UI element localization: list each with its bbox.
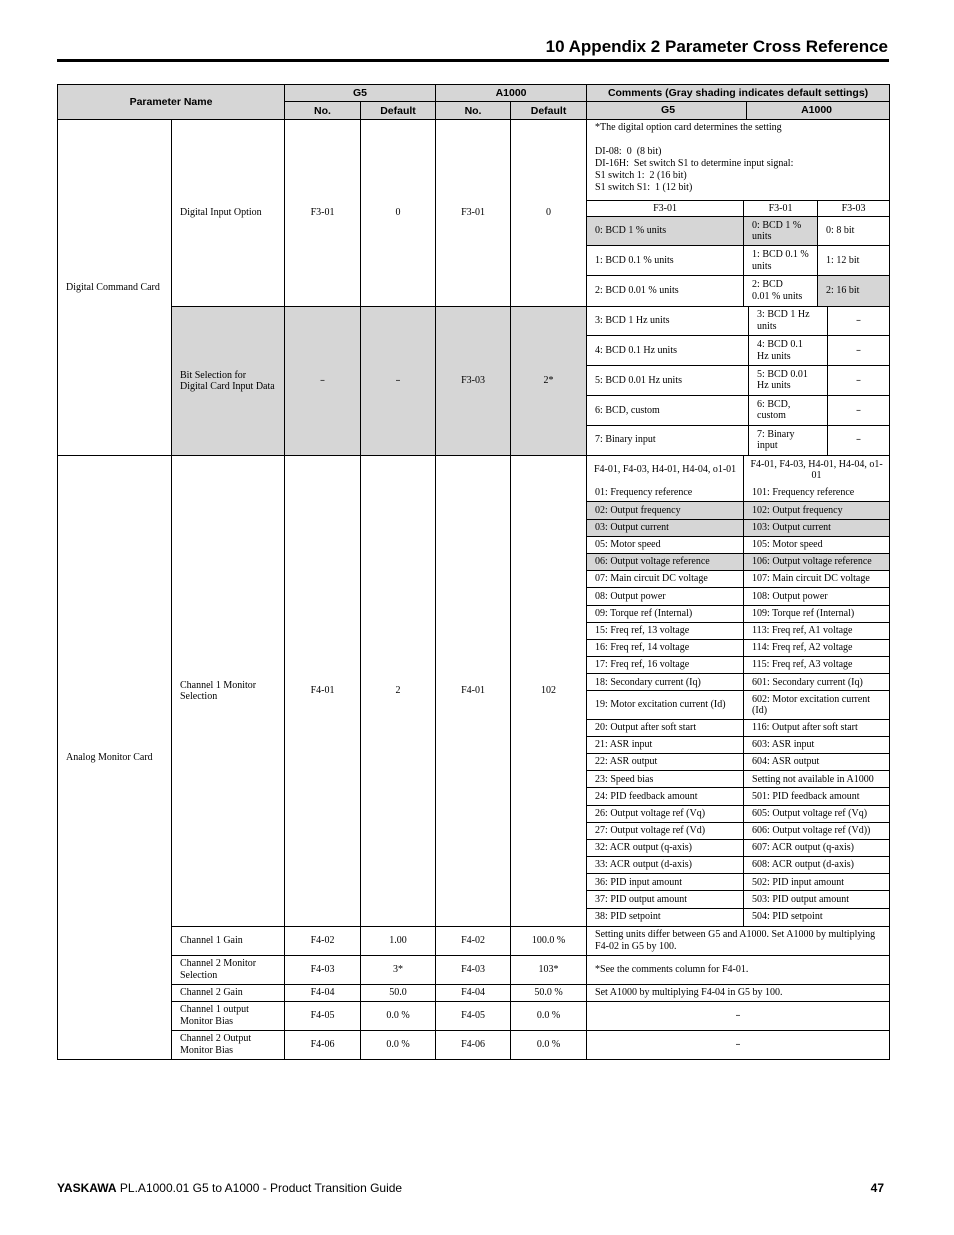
header-comments-g5: G5 [590, 102, 747, 119]
monitor-g5: 32: ACR output (q-axis) [587, 839, 744, 856]
header-a1000-no: No. [436, 102, 511, 120]
opt-a1 [749, 425, 828, 454]
g5-default: 2 [361, 455, 436, 926]
header-g5-no: No. [285, 102, 361, 120]
g5-no: – [285, 306, 361, 455]
param-name-line: Selection [180, 690, 218, 702]
opt-a1 [749, 336, 828, 366]
monitor-list-row [587, 588, 889, 605]
a1000-no: F4-01 [436, 455, 511, 926]
monitor-list-row [587, 639, 889, 656]
monitor-a1000: 108: Output power [744, 588, 890, 605]
g5-default: – [361, 306, 436, 455]
param-name-line: Channel 1 Gain [180, 934, 243, 946]
monitor-list-row [587, 771, 889, 788]
monitor-g5: 16: Freq ref, 14 voltage [587, 639, 744, 656]
opt-a1-line: Hz units [757, 350, 791, 362]
a1000-no: F4-02 [436, 926, 511, 955]
monitor-g5: 38: PID setpoint [587, 908, 744, 925]
monitor-g5: 20: Output after soft start [587, 719, 744, 736]
header-a1000-default: Default [511, 102, 587, 120]
monitor-list-row [587, 908, 889, 925]
monitor-g5: 09: Torque ref (Internal) [587, 605, 744, 622]
monitor-a1000: 107: Main circuit DC voltage [744, 571, 890, 588]
analog-param-row [58, 955, 890, 984]
header-g5: G5 [285, 85, 436, 102]
g5-no: F4-05 [285, 1001, 361, 1030]
header-comments [587, 85, 890, 102]
monitor-g5: 33: ACR output (d-axis) [587, 857, 744, 874]
monitor-list-row [587, 553, 889, 570]
opt-a1-line: 7: Binary [757, 428, 795, 440]
monitor-list-row [587, 674, 889, 691]
opt-a1 [749, 366, 828, 396]
monitor-g5: 21: ASR input [587, 736, 744, 753]
monitor-a1000: 116: Output after soft start [744, 719, 890, 736]
opt-g5: 1: BCD 0.1 % units [587, 246, 744, 276]
monitor-a1000: 502: PID input amount [744, 874, 890, 891]
opt-a1-line: 3: BCD 1 Hz [757, 309, 810, 321]
monitor-list-row [587, 691, 889, 719]
monitor-list-row [587, 788, 889, 805]
opt-a1-line: 1: BCD 0.1 % [752, 249, 809, 260]
opt-g5: 7: Binary input [587, 425, 749, 454]
monitor-a1000: 504: PID setpoint [744, 908, 890, 925]
monitor-list-row [587, 754, 889, 771]
param-name-line: Channel 1 Monitor [180, 679, 257, 691]
monitor-g5: 15: Freq ref, 13 voltage [587, 622, 744, 639]
monitor-list-row [587, 485, 889, 502]
monitor-g5: 22: ASR output [587, 754, 744, 771]
monitor-list-row [587, 822, 889, 839]
a1000-default: 0.0 % [511, 1001, 587, 1030]
monitor-list-row [587, 719, 889, 736]
monitor-g5: 36: PID input amount [587, 874, 744, 891]
opt-a1-line: units [757, 320, 777, 332]
monitor-list-header-g5: F4-01, F4-03, H4-01, H4-04, o1-01 [587, 456, 744, 485]
analog-param-row [58, 1030, 890, 1059]
a1000-default: 50.0 % [511, 984, 587, 1001]
monitor-list-row [587, 571, 889, 588]
monitor-g5: 06: Output voltage reference [587, 553, 744, 570]
monitor-list-row [587, 874, 889, 891]
monitor-list-row [587, 736, 889, 753]
analog-param-row [58, 926, 890, 955]
g5-default: 50.0 [361, 984, 436, 1001]
g5-default: 0.0 % [361, 1001, 436, 1030]
note-line [595, 134, 881, 146]
monitor-a1000: 501: PID feedback amount [744, 788, 890, 805]
header-comments-label: Comments (Gray shading indicates default settings) [607, 87, 869, 99]
comment: Setting units differ between G5 and A1000. Set A1000 by multiplying F4-02 in G5 by 100. [587, 926, 890, 955]
monitor-a1000: 105: Motor speed [744, 536, 890, 553]
g5-no: F3-01 [285, 120, 361, 307]
page-title: 10 Appendix 2 Parameter Cross Reference [545, 37, 888, 56]
g5-no: F4-01 [285, 455, 361, 926]
opt-a3: – [828, 395, 890, 425]
opt-a1-line: custom [757, 410, 786, 422]
sub-header-a1-f303: F3-03 [818, 201, 890, 217]
a1000-no: F4-04 [436, 984, 511, 1001]
a1000-default: 2* [511, 306, 587, 455]
param-name-line: Digital Card Input Data [180, 380, 275, 392]
digital-options-table-bottom [587, 307, 889, 455]
a1000-default: 0.0 % [511, 1030, 587, 1059]
a1000-no: F3-01 [436, 120, 511, 307]
opt-a1-line: 0.01 % units [752, 290, 803, 302]
opt-a1-line: 0: BCD 1 % [752, 219, 802, 231]
a1000-no: F4-05 [436, 1001, 511, 1030]
param-bit-selection [172, 306, 285, 455]
monitor-list-table [587, 456, 889, 926]
opt-a1 [744, 276, 818, 306]
opt-a3: 1: 12 bit [818, 246, 890, 276]
a1000-no: F4-03 [436, 955, 511, 984]
monitor-a1000: 605: Output voltage ref (Vq) [744, 805, 890, 822]
monitor-list-header-a1000: F4-01, F4-03, H4-01, H4-04, o1-01 [744, 456, 890, 485]
monitor-a1000: 601: Secondary current (Iq) [744, 674, 890, 691]
monitor-a1000: 603: ASR input [744, 736, 890, 753]
opt-a1-line: units [752, 231, 772, 242]
monitor-a1000: 101: Frequency reference [744, 485, 890, 502]
monitor-g5: 03: Output current [587, 519, 744, 536]
note-line: S1 switch S1: 1 (12 bit) [595, 182, 693, 193]
monitor-g5: 18: Secondary current (Iq) [587, 674, 744, 691]
monitor-g5: 01: Frequency reference [587, 485, 744, 502]
monitor-list-cell [587, 455, 890, 926]
opt-g5: 0: BCD 1 % units [587, 217, 744, 246]
opt-g5: 5: BCD 0.01 Hz units [587, 366, 749, 396]
opt-a1-line: 4: BCD 0.1 [757, 339, 803, 351]
monitor-list-row [587, 519, 889, 536]
param-name-line: Monitor Bias [180, 1044, 234, 1056]
monitor-list-row [587, 857, 889, 874]
opt-a1-line: units [752, 260, 772, 272]
monitor-g5: 02: Output frequency [587, 502, 744, 519]
header-a1000: A1000 [436, 85, 587, 102]
comment: Set A1000 by multiplying F4-04 in G5 by 100. [587, 984, 890, 1001]
g5-default: 0 [361, 120, 436, 307]
param-name [172, 984, 285, 1001]
monitor-g5: 07: Main circuit DC voltage [587, 571, 744, 588]
monitor-g5: 05: Motor speed [587, 536, 744, 553]
g5-no: F4-03 [285, 955, 361, 984]
comment: – [587, 1001, 890, 1030]
header-rule [57, 59, 889, 62]
monitor-a1000: 106: Output voltage reference [744, 553, 890, 570]
header-comments-a1000: A1000 [747, 102, 887, 119]
monitor-a1000: 103: Output current [744, 519, 890, 536]
param-name-line: Channel 2 Output [180, 1032, 252, 1044]
opt-g5: 3: BCD 1 Hz units [587, 307, 749, 336]
group-analog-monitor-card: Analog Monitor Card [58, 455, 172, 1059]
sub-header-g5: F3-01 [587, 201, 744, 217]
monitor-list-row [587, 805, 889, 822]
g5-default: 3* [361, 955, 436, 984]
g5-no: F4-06 [285, 1030, 361, 1059]
opt-g5: 4: BCD 0.1 Hz units [587, 336, 749, 366]
monitor-list-row [587, 536, 889, 553]
monitor-list-row [587, 839, 889, 856]
sub-header-a1-f301: F3-01 [744, 201, 818, 217]
comment: *See the comments column for F4-01. [587, 955, 890, 984]
monitor-a1000: 608: ACR output (d-axis) [744, 857, 890, 874]
digital-options-cell [587, 306, 890, 455]
opt-a3: – [828, 336, 890, 366]
g5-no: F4-04 [285, 984, 361, 1001]
monitor-a1000: 503: PID output amount [744, 891, 890, 908]
param-name [172, 955, 285, 984]
a1000-default: 102 [511, 455, 587, 926]
monitor-g5: 37: PID output amount [587, 891, 744, 908]
opt-a1-line: input [757, 440, 778, 452]
monitor-g5: 23: Speed bias [587, 771, 744, 788]
analog-param-row [58, 1001, 890, 1030]
param-name [172, 926, 285, 955]
param-channel-1-monitor-selection [172, 455, 285, 926]
digital-comment-cell [587, 120, 890, 307]
monitor-list-row [587, 622, 889, 639]
opt-g5: 2: BCD 0.01 % units [587, 276, 744, 306]
note-line: *The digital option card determines the setting [595, 122, 782, 133]
a1000-default: 0 [511, 120, 587, 307]
opt-a3: 2: 16 bit [818, 276, 890, 306]
analog-param-row [58, 984, 890, 1001]
opt-a1 [744, 246, 818, 276]
param-name-line: Monitor Bias [180, 1015, 234, 1027]
opt-a1 [744, 217, 818, 246]
monitor-a1000: 115: Freq ref, A3 voltage [744, 657, 890, 674]
opt-a3: – [828, 425, 890, 454]
footer-brand: YASKAWA [57, 1181, 117, 1195]
monitor-a1000: Setting not available in A1000 [744, 771, 890, 788]
monitor-a1000: 604: ASR output [744, 754, 890, 771]
opt-g5: 6: BCD, custom [587, 395, 749, 425]
param-name-line: Selection [180, 969, 218, 981]
opt-a1-line: 2: BCD [752, 279, 783, 291]
opt-a1 [749, 395, 828, 425]
parameter-table [57, 84, 890, 1060]
comment: – [587, 1030, 890, 1059]
digital-note [587, 120, 889, 200]
param-name [172, 1030, 285, 1059]
param-name-line: Bit Selection for [180, 369, 247, 381]
opt-a3: – [828, 307, 890, 336]
param-name-line: Channel 1 output [180, 1003, 249, 1015]
monitor-a1000: 606: Output voltage ref (Vd)) [744, 822, 890, 839]
monitor-a1000: 114: Freq ref, A2 voltage [744, 639, 890, 656]
g5-default: 1.00 [361, 926, 436, 955]
param-name [172, 1001, 285, 1030]
monitor-g5: 24: PID feedback amount [587, 788, 744, 805]
g5-no: F4-02 [285, 926, 361, 955]
monitor-a1000: 602: Motor excitation current (Id) [744, 691, 890, 719]
monitor-g5: 19: Motor excitation current (Id) [587, 691, 744, 719]
a1000-no: F3-03 [436, 306, 511, 455]
monitor-list-row [587, 891, 889, 908]
header-comments-sub [587, 102, 890, 120]
monitor-list-row [587, 657, 889, 674]
monitor-g5: 27: Output voltage ref (Vd) [587, 822, 744, 839]
note-line: DI-16H: Set switch S1 to determine input signal: [595, 158, 794, 169]
param-digital-input-option: Digital Input Option [172, 120, 285, 307]
a1000-default: 103* [511, 955, 587, 984]
page-number: 47 [870, 1181, 884, 1195]
opt-a1-line: Hz units [757, 380, 791, 392]
param-name-line: Channel 2 Gain [180, 986, 243, 998]
opt-a1 [749, 307, 828, 336]
monitor-a1000: 113: Freq ref, A1 voltage [744, 622, 890, 639]
opt-a1-line: 5: BCD 0.01 [757, 368, 808, 380]
note-line: S1 switch 1: 2 (16 bit) [595, 170, 687, 181]
opt-a1-line: 6: BCD, [757, 398, 791, 410]
opt-a3: 0: 8 bit [818, 217, 890, 246]
a1000-default: 100.0 % [511, 926, 587, 955]
footer-doc-title [57, 1181, 402, 1195]
monitor-list-row [587, 502, 889, 519]
group-digital-command-card: Digital Command Card [58, 120, 172, 456]
opt-a3: – [828, 366, 890, 396]
a1000-no: F4-06 [436, 1030, 511, 1059]
monitor-g5: 17: Freq ref, 16 voltage [587, 657, 744, 674]
param-name-line: Channel 2 Monitor [180, 957, 257, 969]
header-g5-default: Default [361, 102, 436, 120]
header-parameter-name: Parameter Name [58, 85, 285, 120]
monitor-a1000: 102: Output frequency [744, 502, 890, 519]
g5-default: 0.0 % [361, 1030, 436, 1059]
monitor-g5: 26: Output voltage ref (Vq) [587, 805, 744, 822]
monitor-a1000: 109: Torque ref (Internal) [744, 605, 890, 622]
digital-options-table-top [587, 200, 889, 306]
footer-doc: PL.A1000.01 G5 to A1000 - Product Transition Guide [119, 1181, 403, 1195]
note-line: DI-08: 0 (8 bit) [595, 146, 662, 157]
monitor-g5: 08: Output power [587, 588, 744, 605]
monitor-a1000: 607: ACR output (q-axis) [744, 839, 890, 856]
monitor-list-row [587, 605, 889, 622]
